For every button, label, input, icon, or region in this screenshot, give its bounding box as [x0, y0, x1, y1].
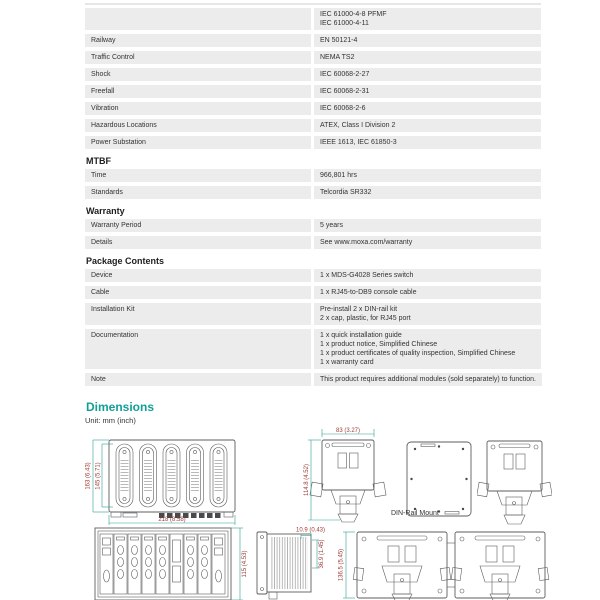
table-row	[85, 286, 541, 299]
figure-side-view-din	[298, 426, 398, 526]
table-row	[85, 34, 541, 47]
spec-label: Railway	[85, 34, 311, 47]
spec-value: Telcordia SR332	[314, 186, 541, 199]
table-row	[85, 51, 541, 64]
spec-label: Device	[85, 269, 311, 282]
din-rail-mount-caption: DIN-Rail Mount	[391, 509, 439, 517]
figure-double-din-mount	[335, 527, 565, 600]
figure-top-view	[83, 438, 243, 530]
spec-label: Vibration	[85, 102, 311, 115]
section-heading-mtbf: MTBF	[86, 156, 111, 166]
dim-module-width: 10.9 (0.43)	[296, 527, 326, 533]
table-row	[85, 373, 541, 386]
spec-value: 5 years	[314, 219, 541, 232]
section-heading-package-contents: Package Contents	[86, 256, 165, 266]
figure-din-rail-plate	[405, 440, 473, 518]
spec-label: Documentation	[85, 329, 311, 369]
spec-value: 1 x RJ45-to-DB9 console cable	[314, 286, 541, 299]
spec-label: Standards	[85, 186, 311, 199]
table-row	[85, 186, 541, 199]
spec-value: IEC 60068-2-6	[314, 102, 541, 115]
figure-front-view	[93, 526, 253, 600]
table-row	[85, 85, 541, 98]
table-row	[85, 219, 541, 232]
dim-mount-height: 136.5 (5.45)	[338, 548, 345, 581]
dim-width: 218 (8.58)	[158, 516, 186, 523]
spec-label: Warranty Period	[85, 219, 311, 232]
spec-value: 1 x quick installation guide 1 x product notice, Simplified Chinese 1 x product certificates of quality inspection, Simplified Chinese 1 x warranty card	[314, 329, 541, 369]
table-row	[85, 102, 541, 115]
table-row	[85, 269, 541, 282]
dimension-drawings	[85, 426, 600, 600]
row-divider	[85, 3, 541, 5]
spec-value: This product requires additional modules (sold separately) to function.	[314, 373, 542, 386]
dim-top-height: 163 (6.43)	[85, 461, 92, 490]
spec-value: IEC 61000-4-8 PFMF IEC 61000-4-11	[314, 8, 541, 30]
spec-label: Cable	[85, 286, 311, 299]
spec-value: Pre-install 2 x DIN-rail kit 2 x cap, plastic, for RJ45 port	[314, 303, 541, 325]
dim-top-inner-height: 145 (5.71)	[95, 461, 102, 490]
spec-table	[85, 3, 541, 386]
spec-label: Freefall	[85, 85, 311, 98]
spec-label: Hazardous Locations	[85, 119, 311, 132]
spec-value: IEEE 1613, IEC 61850-3	[314, 136, 541, 149]
spec-label: Traffic Control	[85, 51, 311, 64]
spec-value: 966,801 hrs	[314, 169, 541, 182]
table-row	[85, 136, 541, 149]
spec-value: NEMA TS2	[314, 51, 541, 64]
spec-label: Power Substation	[85, 136, 311, 149]
spec-value: 1 x MDS-G4028 Series switch	[314, 269, 541, 282]
spec-value: EN 50121-4	[314, 34, 541, 47]
section-heading-warranty: Warranty	[86, 206, 125, 216]
figure-side-view-din-2	[477, 439, 552, 529]
dimensions-heading: Dimensions	[86, 400, 155, 414]
spec-label	[85, 8, 311, 30]
dim-module-inner: 36.9 (1.45)	[319, 538, 325, 569]
table-row	[85, 169, 541, 182]
dim-front-height: 115 (4.53)	[242, 550, 248, 577]
figure-module-side-view	[255, 526, 345, 600]
dim-side-height: 114.8 (4.52)	[304, 463, 310, 496]
spec-value: ATEX, Class I Division 2	[314, 119, 541, 132]
spec-label: Details	[85, 236, 311, 249]
spec-value	[314, 236, 541, 249]
warranty-url-text: See www.moxa.com/warranty	[320, 239, 413, 246]
spec-label: Shock	[85, 68, 311, 81]
unit-label: Unit: mm (inch)	[85, 416, 136, 425]
table-row	[85, 303, 541, 325]
spec-value: IEC 60068-2-27	[314, 68, 541, 81]
spec-label: Time	[85, 169, 311, 182]
table-row	[85, 329, 541, 369]
spec-label: Note	[85, 373, 311, 386]
table-row	[85, 236, 541, 249]
spec-value: IEC 60068-2-31	[314, 85, 541, 98]
table-row	[85, 68, 541, 81]
table-row	[85, 119, 541, 132]
spec-label: Installation Kit	[85, 303, 311, 325]
table-row	[85, 8, 541, 30]
dim-side-width: 83 (3.27)	[335, 427, 361, 434]
